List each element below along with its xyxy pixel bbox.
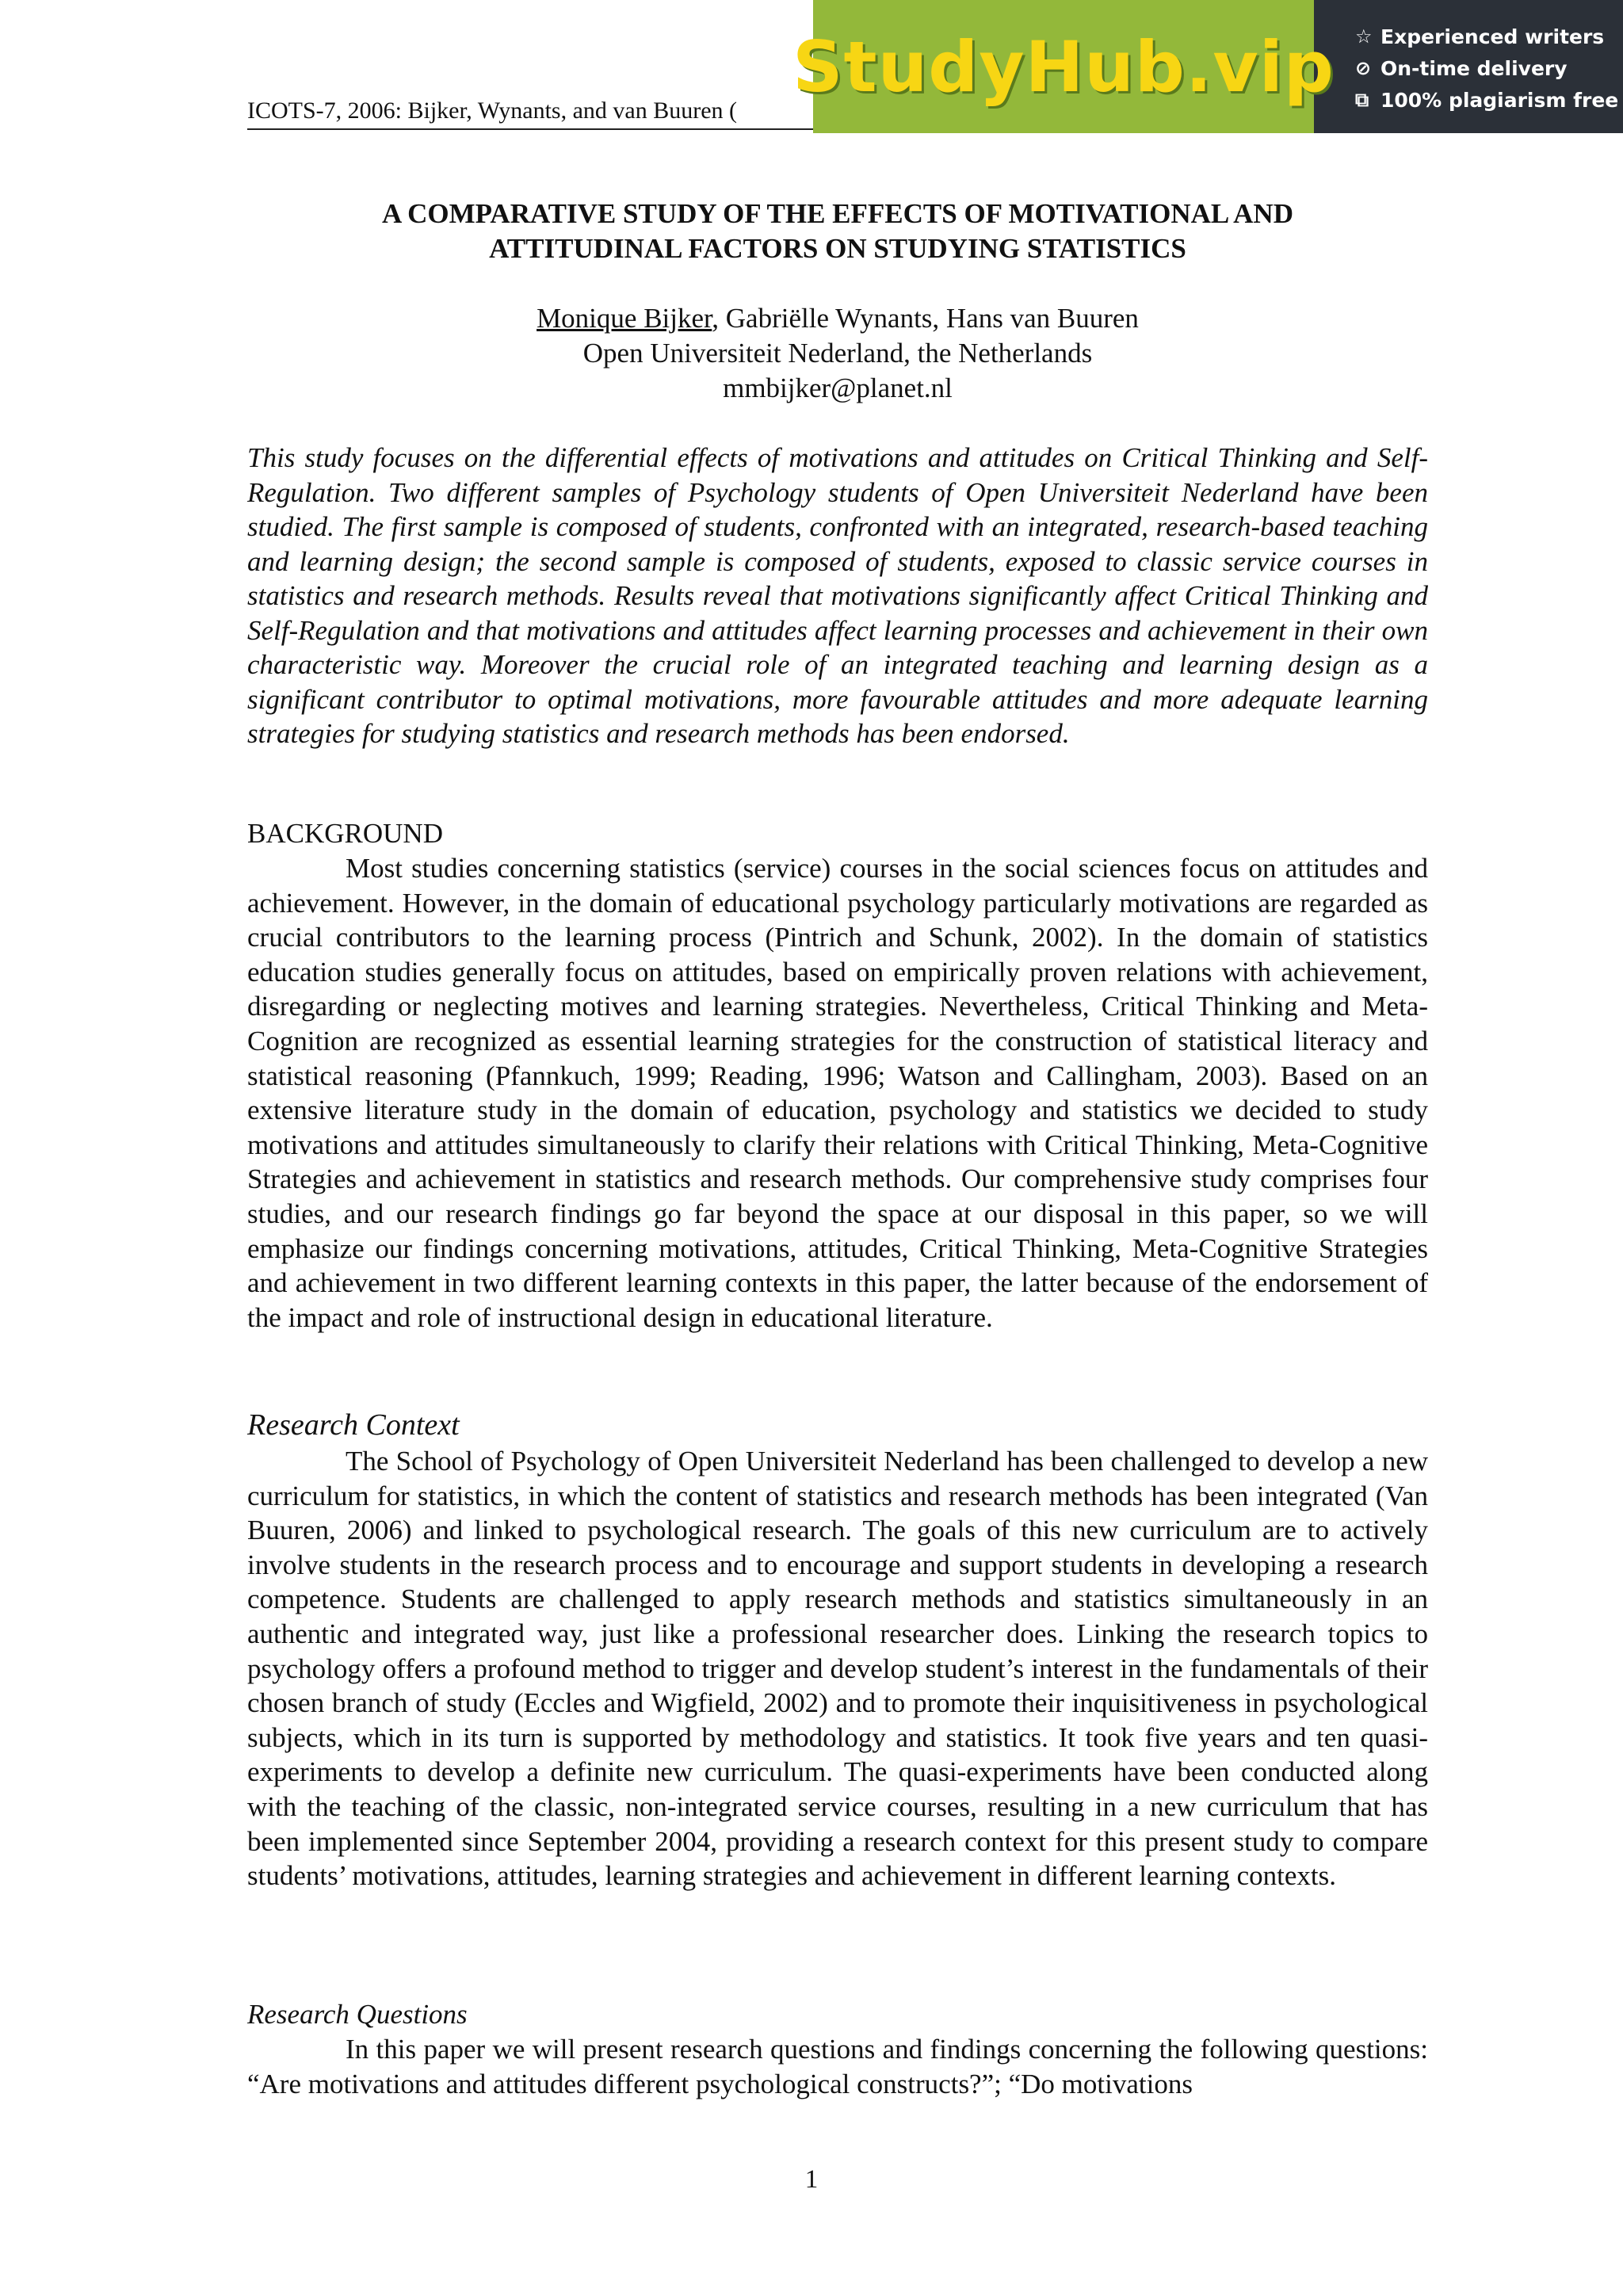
clock-icon: ⊘ (1355, 57, 1372, 79)
title-line: ATTITUDINAL FACTORS ON STUDYING STATISTICS (489, 233, 1186, 264)
presenting-author: Monique Bijker (537, 303, 712, 334)
paper-title (247, 197, 1428, 266)
ad-banner[interactable] (792, 0, 1623, 133)
background-heading: BACKGROUND (247, 818, 443, 849)
affiliation: Open Universiteit Nederland, the Netherlands (582, 338, 1093, 369)
running-header: ICOTS-7, 2006: Bijker, Wynants, and van Buuren ( (247, 97, 738, 124)
research-context-paragraph: The School of Psychology of Open Universiteit Nederland has been challenged to develop a new curriculum for statistics, in which the content of statistics and research methods has been integrated (Van Buuren, 2006) and linked to psychological research. The goals of this new curriculum are to actively involve students in the research process and to encourage and support students in developing a research competence. Students are challenged to apply research methods and statistics simultaneously in an authentic and integrated way, just like a professional researcher does. Linking the research topics to psychology offers a profound method to trigger and develop student’s interest in the fundamentals of their chosen branch of study (Eccles and Wigfield, 2002) and to promote their inquisitiveness in psychological subjects, which in its turn is supported by methodology and statistics. It took five years and ten quasi-experiments to develop a definite new curriculum. The quasi-experiments have been conducted along with the teaching of the classic, non-integrated service courses, resulting in a new curriculum that has been implemented since September 2004, providing a research context for this present study to compare students’ motivations, attitudes, learning strategies and achievement in different learning contexts. (247, 1446, 1428, 1892)
ad-brand-logo[interactable]: StudyHub.vip (813, 0, 1314, 133)
copy-icon: ⧉ (1355, 89, 1369, 111)
research-questions-heading: Research Questions (247, 1999, 468, 2030)
ad-feature-item (1355, 52, 1623, 84)
research-context-heading: Research Context (247, 1408, 460, 1442)
author-names (247, 301, 1428, 336)
ad-feature-item (1355, 21, 1623, 52)
author-block (247, 301, 1428, 406)
star-icon: ☆ (1355, 25, 1373, 48)
abstract: This study focuses on the differential effects of motivations and attitudes on Critical Thinking and Self-Regulation. Two different samples of Psychology students of Open Universiteit Nederland have been studied. The first sample is composed of students, confronted with an integrated, research-based teaching and learning design; the second sample is composed of students, exposed to classic service courses in statistics and research methods. Results reveal that motivations significantly affect Critical Thinking and Self-Regulation and that motivations and attitudes affect learning processes and achievement in their own characteristic way. Moreover the crucial role of an integrated teaching and learning design as a significant contributor to optimal motivations, more favourable attitudes and more adequate learning strategies for studying statistics and research methods has been endorsed. (247, 442, 1428, 749)
ad-feature-list (1314, 0, 1623, 133)
ad-feature-label: Experienced writers (1381, 25, 1605, 48)
ad-feature-label: 100% plagiarism free (1381, 88, 1619, 112)
co-authors: , Gabriëlle Wynants, Hans van Buuren (712, 303, 1139, 334)
page-number: 1 (804, 2165, 819, 2194)
ad-feature-item (1355, 84, 1623, 116)
research-questions-paragraph: In this paper we will present research questions and findings concerning the following questions: “Are motivations and attitudes different psychological constructs?”; “Do motivations (247, 2034, 1428, 2099)
background-paragraph: Most studies concerning statistics (service) courses in the social sciences focus on attitudes and achievement. However, in the domain of educational psychology particularly motivations are regarded as crucial contributors to the learning process (Pintrich and Schunk, 2002). In the domain of statistics education studies generally focus on attitudes, based on empirically proven relations with achievement, disregarding or neglecting motives and learning strategies. Nevertheless, Critical Thinking and Meta-Cognition are recognized as essential learning strategies for the construction of statistical literacy and statistical reasoning (Pfannkuch, 1999; Reading, 1996; Watson and Callingham, 2003). Based on an extensive literature study in the domain of education, psychology and statistics we decided to study motivations and attitudes simultaneously to clarify their relations with Critical Thinking, Meta-Cognitive Strategies and achievement in statistics and research methods. Our comprehensive study comprises four studies, and our research findings go far beyond the space at our disposal in this paper, so we will emphasize our findings concerning motivations, attitudes, Critical Thinking, Meta-Cognitive Strategies and achievement in two different learning contexts in this paper, the latter because of the endorsement of the impact and role of instructional design in educational literature. (247, 853, 1428, 1333)
author-email: mmbijker@planet.nl (723, 372, 953, 403)
ad-feature-label: On-time delivery (1381, 56, 1568, 80)
title-line: A COMPARATIVE STUDY OF THE EFFECTS OF MOTIVATIONAL AND (382, 198, 1293, 229)
